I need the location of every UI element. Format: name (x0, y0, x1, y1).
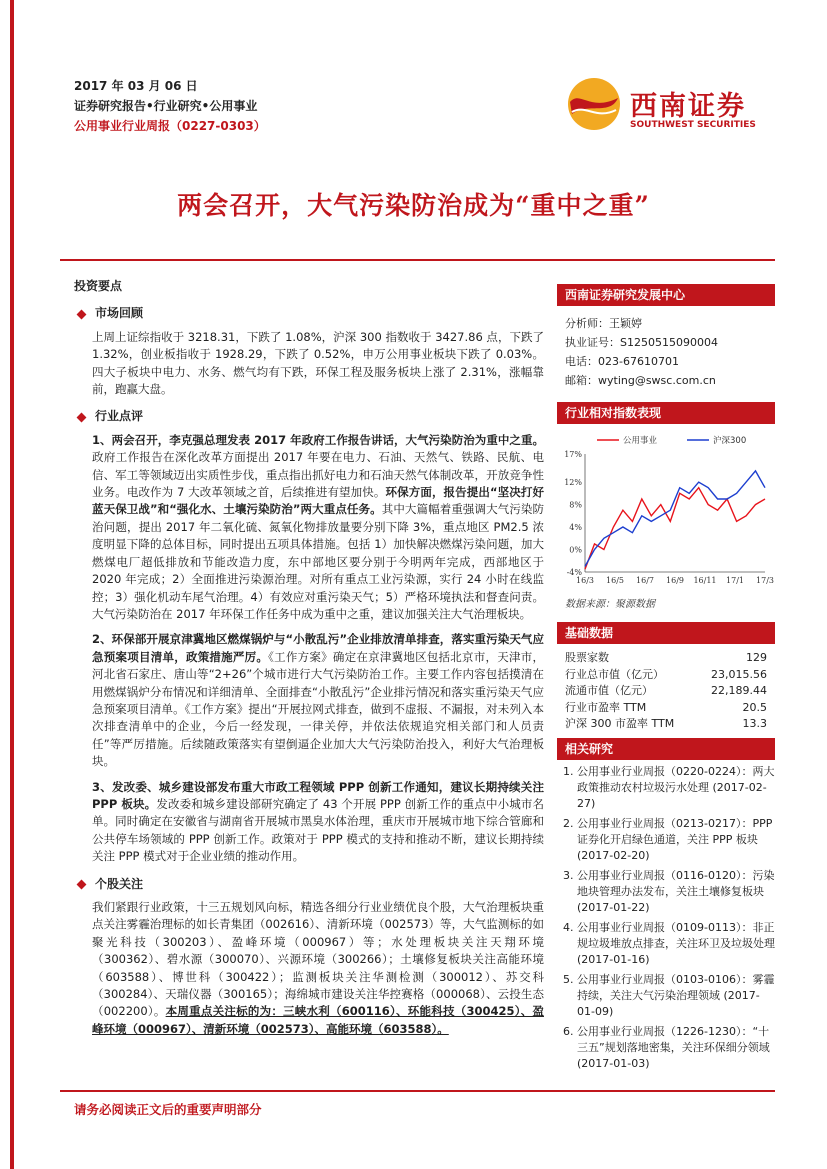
logo-cn-name: 西南证券 (630, 91, 746, 122)
x-tick-label: 16/11 (693, 576, 717, 585)
x-tick-label: 16/3 (576, 576, 594, 585)
basic-data-value: 129 (746, 651, 767, 664)
y-tick-label: 4% (569, 523, 582, 533)
related-report-item[interactable]: 3. 公用事业行业周报（0116-0120）：污染地块管理办法发布，关注土壤修复板块 (2017-01-22) (577, 868, 775, 916)
company-logo (566, 76, 766, 136)
industry-para-3 (74, 779, 544, 866)
basic-data-value: 22,189.44 (711, 684, 767, 697)
basic-data-value: 23,015.56 (711, 667, 767, 681)
index-chart-box (557, 402, 775, 610)
basic-data-row (557, 716, 775, 733)
industry-heading (74, 408, 544, 425)
basic-data-row (557, 667, 775, 684)
related-report-item[interactable]: 4. 公用事业行业周报（0109-0113）：非正规垃圾堆放点排查，关注环卫及垃圾处理 (2017-01-16) (577, 920, 775, 968)
p1-text-a: 政府工作报告在深化改革方面提出 2017 年要在电力、石油、天然气、铁路、民航、电信、军工等领域迈出实质性步伐，重点指出抓好电力和石油天然气体制改革，开放竞争性业务。电改作为 7 大改革领域之首，后续推进有望加快。 (92, 450, 544, 500)
legend-label: 公用事业 (623, 436, 658, 446)
basic-data-key: 行业市盈率 TTM (565, 700, 647, 714)
basic-data-key: 流通市值（亿元） (565, 684, 653, 697)
stock-text (74, 899, 544, 1038)
stock-text-body: 我们紧跟行业政策，十三五规划风向标，精选各细分行业业绩优良个股，大气治理板块重点关注雾霾治理标的如长青集团（002616）、清新环境（002573）等，大气监测标的如聚光科技（300203）、盈峰环境（000967）等；水处理板块关注天翔环境（300362）、碧水源（300070）、兴源环境（300266）；土壤修复板块关注高能环境（603588）、博世科（300422）；监测板块关注华测检测（300012）、苏交科（300284）、天瑞仪器（300165）；海绵城市建设关注华控赛格（000068）、云投生态（002200）。 (92, 900, 544, 1019)
analyst-phone: 电话：023-67610701 (565, 355, 679, 368)
basic-data-key: 股票家数 (565, 651, 609, 664)
p1-bold: 1、两会召开，李克强总理发表 2017 年政府工作报告讲话，大气污染防治为重中之重。 (92, 432, 544, 447)
industry-heading-label: 行业点评 (95, 409, 144, 424)
x-tick-label: 16/7 (636, 576, 654, 585)
analyst-box (557, 284, 775, 390)
page-title: 两会召开，大气污染防治成为“重中之重” (177, 191, 650, 220)
report-date: 2017 年 03 月 06 日 (74, 79, 198, 93)
industry-para-2 (74, 631, 544, 770)
x-tick-label: 17/3 (756, 576, 774, 585)
left-red-bar (10, 0, 14, 1169)
y-tick-label: 12% (564, 478, 582, 488)
basic-data-key: 沪深 300 市盈率 TTM (565, 717, 675, 730)
stock-heading-label: 个股关注 (95, 876, 144, 891)
basic-data-row (557, 700, 775, 717)
report-header (74, 76, 266, 136)
legend-label: 沪深300 (713, 436, 747, 446)
related-research-box (557, 738, 775, 1076)
related-report-item[interactable]: 6. 公用事业行业周报（1226-1230）：“十三五”规划落地密集，关注环保细分领域 (2017-01-03) (577, 1024, 775, 1072)
main-content (74, 278, 544, 1038)
market-heading-label: 市场回顾 (95, 306, 144, 321)
p2-bold: 2、环保部开展京津冀地区燃煤锅炉与“小散乱污”企业排放清单排查，落实重污染天气应急预案项目清单，政策措施严厉。 (92, 632, 544, 664)
p1-bold-2: 环保方面，报告提出“坚决打好蓝天保卫战”和“强化水、土壤污染防治”两大重点任务。 (92, 485, 544, 517)
x-tick-label: 16/9 (666, 576, 684, 585)
chart-title: 行业相对指数表现 (557, 402, 775, 424)
basic-data-row (557, 683, 775, 700)
chart-source: 数据来源：聚源数据 (565, 599, 655, 610)
series-line-2 (585, 471, 765, 567)
title-divider (60, 259, 775, 261)
market-text: 上周上证综指收于 3218.31，下跌了 1.08%，沪深 300 指数收于 3427.86 点，下跌了 1.32%，创业板指收于 1928.29，下跌了 0.52%，申万公用事业板块下跌了 0.03%。四大子板块中电力、水务、燃气均有下跌，环保工程及服务板块上涨了 2.31%，涨幅靠前，跑赢大盘。 (92, 329, 544, 397)
x-tick-label: 16/5 (606, 576, 624, 585)
relative-index-chart (557, 424, 775, 592)
basic-data-row (557, 650, 775, 667)
logo-en-name: SOUTHWEST SECURITIES (630, 120, 756, 130)
footer-divider (60, 1090, 775, 1092)
p3-text: 发改委和城乡建设部研究确定了 43 个开展 PPP 创新工作的重点中小城市名单。同时确定在安徽省与湖南省开展城市黑臭水体治理，重庆市开展城市地下综合管廊和公共停车场领域的 PPP 创新工作。政策对于 PPP 模式的支持和推动不断，建议长期持续关注 PPP 模式对于企业业绩的推动作用。 (92, 796, 544, 864)
related-report-item[interactable]: 5. 公用事业行业周报（0103-0106）：雾霾持续，关注大气污染治理领域 (2017-01-09) (577, 972, 775, 1020)
report-category: 证券研究报告•行业研究•公用事业 (74, 99, 258, 113)
y-tick-label: 8% (569, 500, 582, 510)
basic-data-box (557, 622, 775, 733)
stock-heading (74, 876, 544, 893)
related-title: 相关研究 (557, 738, 775, 760)
basic-data-title: 基础数据 (557, 622, 775, 644)
footer-note: 请务必阅读正文后的重要声明部分 (74, 1102, 262, 1117)
basic-data-value: 13.3 (742, 717, 767, 730)
basic-data-key: 行业总市值（亿元） (565, 667, 664, 681)
diamond-bullet-icon (77, 309, 87, 319)
diamond-bullet-icon (77, 879, 87, 889)
stock-focus: 本周重点关注标的为：三峡水利（600116）、环能科技（300425）、盈峰环境（000967）、清新环境（002573）、高能环境（603588）。 (92, 1004, 544, 1036)
analyst-license: 执业证号：S1250515090004 (565, 336, 718, 349)
diamond-bullet-icon (77, 412, 87, 422)
basic-data-table (557, 644, 775, 733)
y-tick-label: 17% (564, 450, 582, 459)
analyst-name: 分析师：王颖婷 (565, 317, 642, 330)
x-tick-label: 17/1 (726, 576, 744, 585)
p2-text: 《工作方案》确定在京津冀地区包括北京市，天津市，河北省石家庄、唐山等“2+26”个城市进行大气污染防治工作。主要工作内容包括摸清在用燃煤锅炉分布情况和详细清单、全面排查“小散乱污”企业排污情况和落实重污染天气应急预案项目清单。《工作方案》提出“开展拉网式排查，做到不虚报、不漏报，对未列入本次排查清单中的企业，今后一经发现，一律关停，并依法依规追究相关部门和人员责任”等严厉措施。后续随政策落实有望倒逼企业加大大气污染防治投入，利好大气治理板块。 (92, 649, 545, 769)
logo-mark-icon (566, 76, 622, 132)
related-report-item[interactable]: 1. 公用事业行业周报（0220-0224）：两大政策推动农村垃圾污水处理 (2017-02-27) (577, 764, 775, 812)
p3-bold: 3、发改委、城乡建设部发布重大市政工程领域 PPP 创新工作通知，建议长期持续关注 PPP 板块。 (92, 779, 544, 811)
basic-data-value: 20.5 (742, 700, 767, 714)
center-title: 西南证券研究发展中心 (557, 284, 775, 306)
p1-text-b: 其中大篇幅着重强调大气污染防治问题，提出 2017 年二氧化硫、氮氧化物排放量要分别下降 3%，重点地区 PM2.5 浓度明显下降的总体目标，同时提出五项具体措施。包括 1）加快解决燃煤污染问题，加大燃煤电厂超低排放和节能改造力度，东中部地区要分别于今明两年完成，西部地区于 2020 年完成；2）全面推进污染源治理。对所有重点工业污染源，实行 24 小时在线监控；3）强化机动车尾气治理。4）有效应对重污染天气；5）严格环境执法和督查问责。大气污染防治在 2017 年环保工作任务中成为重中之重，建议加强关注大气治理板块。 (92, 502, 545, 621)
section-title: 投资要点 (74, 279, 123, 293)
report-type: 公用事业行业周报（0227-0303） (74, 119, 266, 133)
related-report-item[interactable]: 2. 公用事业行业周报（0213-0217）：PPP 证券化开启绿色通道，关注 PPP 板块 (2017-02-20) (577, 816, 775, 864)
industry-para-1 (74, 432, 544, 623)
market-heading (74, 305, 544, 322)
analyst-email[interactable]: 邮箱：wyting@swsc.com.cn (565, 374, 716, 387)
y-tick-label: -4% (566, 568, 582, 577)
related-list (557, 764, 775, 1072)
y-tick-label: 0% (569, 545, 582, 555)
